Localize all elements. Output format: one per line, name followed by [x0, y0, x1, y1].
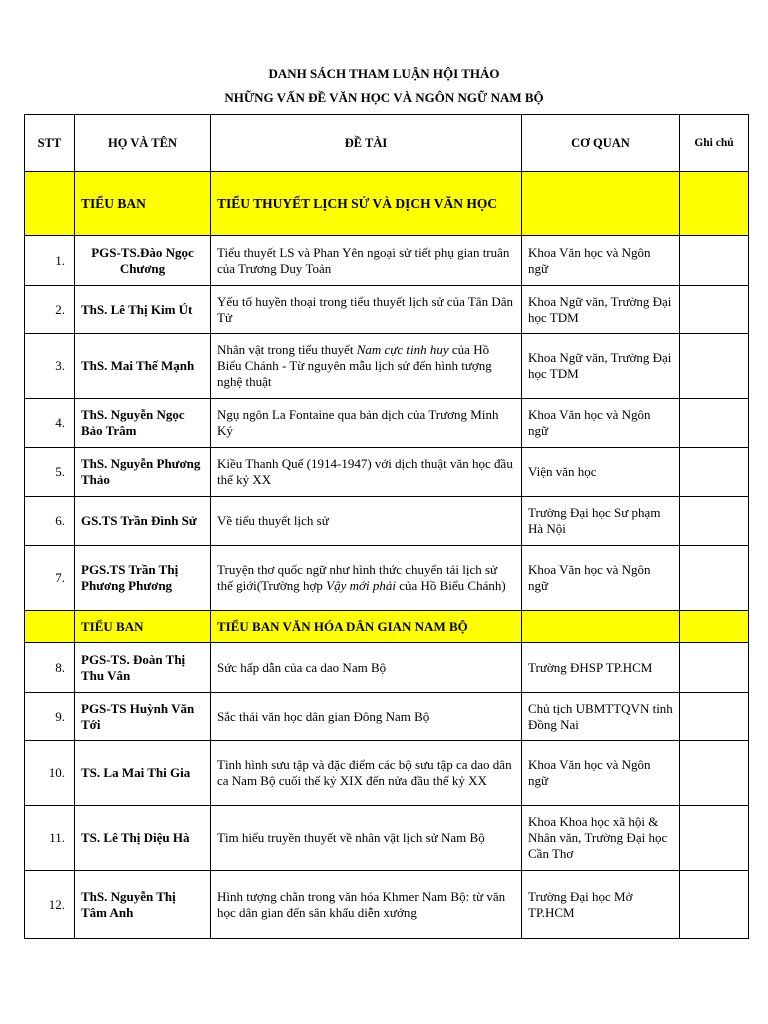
row-note: [680, 448, 749, 497]
row-stt: 10.: [25, 741, 75, 806]
row-topic-text: của Hồ Biểu Chánh - Từ nguyên mẫu lịch sử đến hình tượng nghệ thuật: [217, 342, 492, 389]
row-name: PGS-TS.Đào Ngọc Chương: [75, 236, 211, 286]
header-note: Ghi chú: [680, 115, 749, 172]
row-topic: Ngụ ngôn La Fontaine qua bản dịch của Trương Minh Ký: [211, 399, 522, 448]
row-stt: 1.: [25, 236, 75, 286]
row-topic-text: của Hồ Biểu Chánh): [395, 578, 506, 593]
section-note-cell: [680, 172, 749, 236]
table-row: [25, 546, 749, 611]
row-org: Viện văn học: [522, 448, 680, 497]
row-topic: Về tiểu thuyết lịch sử: [211, 497, 522, 546]
row-stt: 4.: [25, 399, 75, 448]
row-topic-italic: Vậy mới phải: [326, 578, 396, 593]
section-org-cell: [522, 611, 680, 643]
row-note: [680, 546, 749, 611]
row-org: Khoa Văn học và Ngôn ngữ: [522, 399, 680, 448]
row-name: ThS. Nguyễn Phương Thảo: [75, 448, 211, 497]
row-name: GS.TS Trần Đình Sử: [75, 497, 211, 546]
section-label: TIỂU BAN: [75, 611, 211, 643]
table-row: [25, 693, 749, 741]
row-note: [680, 286, 749, 334]
row-topic: Yếu tố huyền thoại trong tiểu thuyết lịch sử của Tân Dân Tử: [211, 286, 522, 334]
row-org: Khoa Ngữ văn, Trường Đại học TDM: [522, 286, 680, 334]
row-topic: Tiểu thuyết LS và Phan Yên ngoại sử tiết phụ gian truân của Trương Duy Toản: [211, 236, 522, 286]
table-row: [25, 399, 749, 448]
row-stt: 5.: [25, 448, 75, 497]
row-topic: Sắc thái văn học dân gian Đông Nam Bộ: [211, 693, 522, 741]
table-row: [25, 871, 749, 939]
row-topic: Tìm hiểu truyền thuyết về nhân vật lịch sử Nam Bộ: [211, 806, 522, 871]
row-note: [680, 334, 749, 399]
row-topic: Tình hình sưu tập và đặc điểm các bộ sưu tập ca dao dân ca Nam Bộ cuối thế kỷ XIX đến nửa đầu thế kỷ XX: [211, 741, 522, 806]
row-topic: Kiều Thanh Quế (1914-1947) với dịch thuật văn học đầu thế kỷ XX: [211, 448, 522, 497]
table-row: [25, 448, 749, 497]
table-row: [25, 806, 749, 871]
row-note: [680, 236, 749, 286]
row-note: [680, 497, 749, 546]
row-stt: 11.: [25, 806, 75, 871]
table-header-row: [25, 115, 749, 172]
row-note: [680, 741, 749, 806]
row-org: Khoa Văn học và Ngôn ngữ: [522, 236, 680, 286]
row-stt: 12.: [25, 871, 75, 939]
section-row-2: [25, 611, 749, 643]
row-note: [680, 399, 749, 448]
row-topic-text: Truyện thơ quốc ngữ như hình thức chuyển tải lịch sử thế giới(Trường hợp: [217, 562, 498, 593]
row-topic: Sức hấp dẫn của ca dao Nam Bộ: [211, 643, 522, 693]
table-row: [25, 643, 749, 693]
section-label: TIỂU BAN: [75, 172, 211, 236]
row-org: Khoa Văn học và Ngôn ngữ: [522, 741, 680, 806]
section-note-cell: [680, 611, 749, 643]
row-name: PGS.TS Trần Thị Phương Phương: [75, 546, 211, 611]
presentation-table: [24, 114, 749, 939]
header-name: HỌ VÀ TÊN: [75, 115, 211, 172]
header-stt: STT: [25, 115, 75, 172]
row-org: Khoa Khoa học xã hội & Nhân văn, Trường Đại học Cần Thơ: [522, 806, 680, 871]
section-org-cell: [522, 172, 680, 236]
table-row: [25, 286, 749, 334]
row-org: Chủ tịch UBMTTQVN tỉnh Đồng Nai: [522, 693, 680, 741]
section-title: TIỂU BAN VĂN HÓA DÂN GIAN NAM BỘ: [211, 611, 522, 643]
row-org: Trường Đại học Sư phạm Hà Nội: [522, 497, 680, 546]
section-stt-cell: [25, 611, 75, 643]
header-topic: ĐỀ TÀI: [211, 115, 522, 172]
row-org: Khoa Ngữ văn, Trường Đại học TDM: [522, 334, 680, 399]
row-note: [680, 643, 749, 693]
row-stt: 6.: [25, 497, 75, 546]
row-note: [680, 871, 749, 939]
row-org: Khoa Văn học và Ngôn ngữ: [522, 546, 680, 611]
table-row: [25, 236, 749, 286]
table-row: [25, 497, 749, 546]
document-subtitle: NHỮNG VẤN ĐỀ VĂN HỌC VÀ NGÔN NGỮ NAM BỘ: [224, 90, 544, 105]
row-org: Trường ĐHSP TP.HCM: [522, 643, 680, 693]
section-stt-cell: [25, 172, 75, 236]
row-stt: 7.: [25, 546, 75, 611]
table-row: [25, 334, 749, 399]
row-name: TS. Lê Thị Diệu Hà: [75, 806, 211, 871]
row-name: ThS. Nguyễn Ngọc Bảo Trâm: [75, 399, 211, 448]
row-name: PGS-TS. Đoàn Thị Thu Vân: [75, 643, 211, 693]
row-topic: Hình tượng chằn trong văn hóa Khmer Nam Bộ: từ văn học dân gian đến sân khấu diễn xướng: [211, 871, 522, 939]
row-stt: 3.: [25, 334, 75, 399]
row-topic: [211, 334, 522, 399]
row-note: [680, 693, 749, 741]
row-name: TS. La Mai Thi Gia: [75, 741, 211, 806]
row-name: ThS. Lê Thị Kim Út: [75, 286, 211, 334]
row-name: PGS-TS Huỳnh Văn Tới: [75, 693, 211, 741]
section-title: TIỂU THUYẾT LỊCH SỬ VÀ DỊCH VĂN HỌC: [211, 172, 522, 236]
header-org: CƠ QUAN: [522, 115, 680, 172]
row-topic-text: Nhân vật trong tiểu thuyết: [217, 342, 357, 357]
document-title: DANH SÁCH THAM LUẬN HỘI THẢO: [268, 66, 500, 81]
table-row: [25, 741, 749, 806]
section-row-1: [25, 172, 749, 236]
row-name: ThS. Nguyễn Thị Tâm Anh: [75, 871, 211, 939]
row-topic-italic: Nam cực tinh huy: [356, 342, 449, 357]
row-org: Trường Đại học Mở TP.HCM: [522, 871, 680, 939]
row-note: [680, 806, 749, 871]
row-stt: 8.: [25, 643, 75, 693]
row-stt: 9.: [25, 693, 75, 741]
row-name: ThS. Mai Thế Mạnh: [75, 334, 211, 399]
row-stt: 2.: [25, 286, 75, 334]
row-topic: [211, 546, 522, 611]
